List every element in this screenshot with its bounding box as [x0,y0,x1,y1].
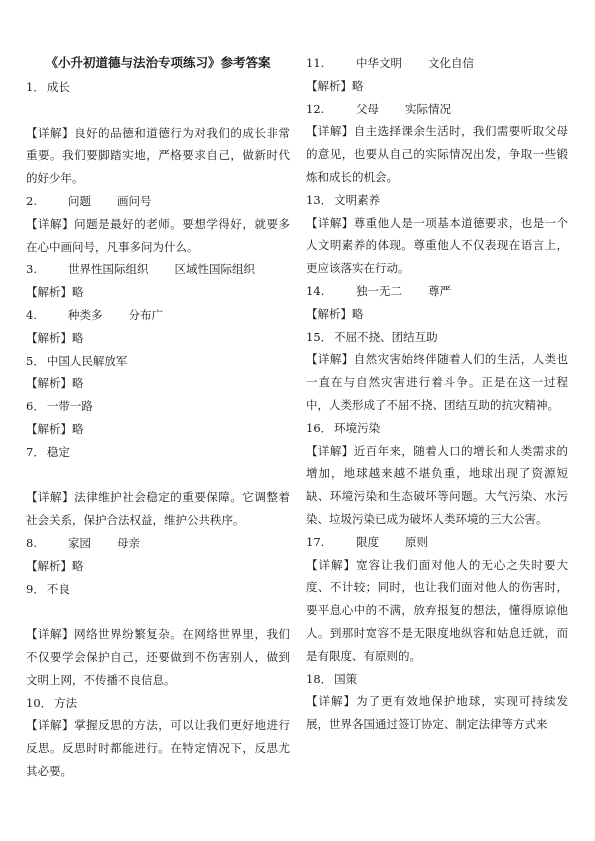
answer-text: 中国人民解放军 [46,353,128,368]
explanation-13: 【详解】尊重他人是一项基本道德要求，也是一个人文明素养的体现。尊重他人不仅表现在语言上，更应该落实在行动。 [306,215,568,276]
page-title: 《小升初道德与法治专项练习》参考答案 [45,55,271,70]
answer-text: 区域性国际组织 [174,262,255,277]
answer-text: 成长 [46,80,70,94]
question-number: 12. [306,101,325,116]
answer-text: 一带一路 [46,399,93,414]
question-number: 6． [26,399,45,414]
explanation-6: 【解析】略 [26,421,84,436]
answer-text: 文化自信 [428,56,474,70]
explanation-3: 【解析】略 [26,285,84,300]
answer-text: 实际情况 [405,101,451,116]
explanation-5: 【解析】略 [26,376,84,391]
explanation-11: 【解析】略 [306,78,364,93]
explanation-2: 【详解】问题是最好的老师。要想学得好，就要多在心中画问号，凡事多问为什么。 [26,216,290,254]
answer-16 [306,417,568,440]
question-number: 13． [306,192,333,207]
question-number: 8. [26,535,37,550]
answer-17 [306,531,568,554]
blank-line [26,600,290,623]
question-number: 17. [306,534,325,549]
question-number: 2. [26,193,37,208]
answer-6 [26,395,290,418]
answer-14 [306,280,568,303]
question-number: 3. [26,262,37,277]
question-number: 4. [26,307,37,322]
answer-12 [306,98,568,121]
answer-text: 国策 [334,671,358,686]
answer-text: 方法 [54,695,78,710]
answer-7 [26,441,290,464]
answer-text: 不屈不挠、团结互助 [334,329,438,344]
answer-text: 种类多 [68,307,103,322]
question-number: 18． [306,671,333,686]
answer-text: 独一无二 [356,283,402,298]
question-number: 11. [306,56,325,70]
blank-line [26,464,290,487]
explanation-4: 【解析】略 [26,330,84,345]
answer-10 [26,692,290,715]
answer-text: 原则 [405,534,428,549]
answer-text: 限度 [356,534,379,549]
answer-text: 中华文明 [356,56,402,70]
answer-text: 文明素养 [334,192,381,207]
answer-text: 母亲 [117,535,140,550]
right-column [306,52,568,736]
answer-9 [26,578,290,601]
explanation-10: 【详解】掌握反思的方法，可以让我们更好地进行反思。反思时时都能进行。在特定情况下，反思尤其必要。 [26,718,290,778]
left-column [26,52,290,783]
answer-5 [26,350,290,373]
answer-4 [26,304,290,327]
question-number: 1． [26,80,45,94]
question-number: 16． [306,420,333,435]
question-number: 14. [306,283,325,298]
answer-text: 父母 [356,101,379,116]
explanation-16: 【详解】近百年来，随着人口的增长和人类需求的增加，地球越来越不堪负重，地球出现了资源短缺、环境污染和生态破坏等问题。大气污染、水污染、垃圾污染已成为破坏人类环境的三大公害。 [306,443,568,526]
answer-13 [306,189,568,212]
question-number: 5． [26,353,45,368]
answer-8 [26,532,290,555]
answer-2 [26,190,290,213]
explanation-12: 【详解】自主选择课余生活时，我们需要听取父母的意见，也要从自己的实际情况出发，争取一些锻炼和成长的机会。 [306,124,568,184]
explanation-9: 【详解】网络世界纷繁复杂。在网络世界里，我们不仅要学会保护自己，还要做到不伤害别人，做到文明上网，不传播不良信息。 [26,627,290,687]
answer-3 [26,258,290,281]
answer-text: 家园 [68,535,91,550]
blank-line [26,99,290,122]
explanation-8: 【解析】略 [26,558,84,573]
answer-text: 问题 [68,193,91,208]
answer-18 [306,668,568,691]
question-number: 15． [306,329,333,344]
explanation-18: 【详解】为了更有效地保护地球，实现可持续发展，世界各国通过签订协定、制定法律等方式来 [306,694,568,732]
question-number: 7． [26,444,45,459]
answer-text: 稳定 [46,444,70,459]
answer-text: 不良 [46,581,70,596]
explanation-15: 【详解】自然灾害始终伴随着人们的生活，人类也一直在与自然灾害进行着斗争。正是在这一过程中，人类形成了不屈不挠、团结互助的抗灾精神。 [306,352,568,412]
answer-1 [26,76,290,99]
answer-text: 世界性国际组织 [68,262,149,277]
answer-11 [306,52,568,75]
answer-text: 分布广 [128,307,163,322]
question-number: 10． [26,695,53,710]
explanation-14: 【解析】略 [306,306,364,321]
answer-15 [306,326,568,349]
answer-text: 画问号 [117,193,152,208]
question-number: 9． [26,581,45,596]
explanation-17: 【详解】宽容让我们面对他人的无心之失时要大度、不计较；同时，也让我们面对他人的伤害时，要平息心中的不满，放弃报复的想法，懂得原谅他人。到那时宽容不是无限度地纵容和姑息迁就，而是有限度、有原则的。 [306,557,568,663]
answer-text: 尊严 [428,283,451,298]
explanation-1: 【详解】良好的品德和道德行为对我们的成长非常重要。我们要脚踏实地，严格要求自己，做新时代的好少年。 [26,125,290,186]
explanation-7: 【详解】法律维护社会稳定的重要保障。它调整着社会关系，保护合法权益，维护公共秩序。 [26,490,290,528]
answer-text: 环境污染 [334,420,381,435]
